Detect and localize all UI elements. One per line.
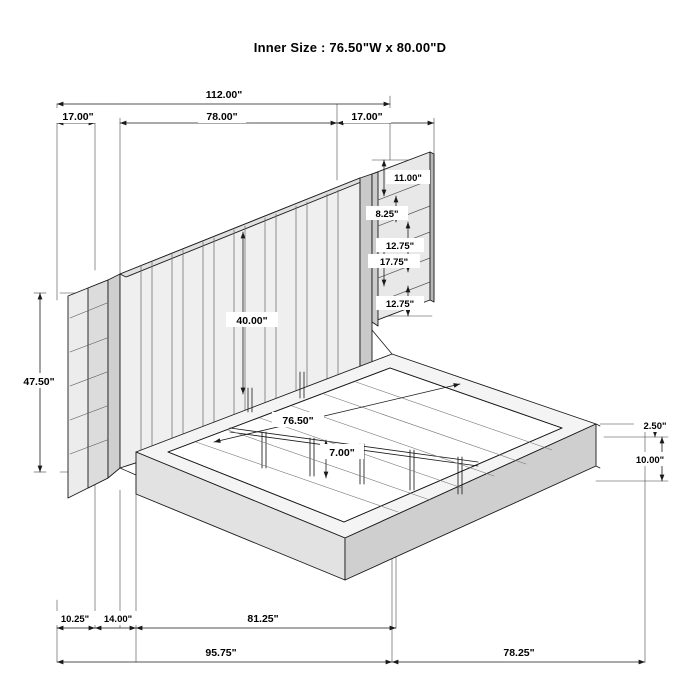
dim-shelf-top-height: 11.00" [394, 173, 422, 184]
dim-rail-thickness: 2.50" [643, 421, 667, 432]
dim-headboard-height: 40.00" [236, 315, 268, 327]
dim-foot-left-offset: 10.25" [60, 614, 90, 625]
dim-right-panel-width: 17.00" [351, 111, 383, 123]
dim-left-panel-width: 17.00" [62, 111, 94, 123]
dim-shelf-gap: 8.25" [375, 209, 399, 220]
dim-shelf-mid-height: 12.75" [385, 241, 415, 252]
page-title: Inner Size : 76.50"W x 80.00"D [253, 40, 447, 55]
dim-bed-depth-outer: 95.75" [205, 647, 237, 659]
dim-overall-height: 47.50" [23, 376, 55, 388]
dim-slat-clearance: 7.00" [329, 447, 355, 459]
dim-bed-depth-inner: 81.25" [247, 613, 279, 625]
dim-bed-width-right: 78.25" [503, 647, 535, 659]
dim-overall-width: 112.00" [205, 89, 243, 101]
dim-inner-width: 76.50" [282, 415, 314, 427]
dim-headboard-width: 78.00" [206, 111, 238, 123]
dim-shelf-low-height: 12.75" [385, 299, 415, 310]
dim-rail-height: 10.00" [635, 455, 665, 466]
dim-side-panel-depth: 14.00" [103, 614, 133, 625]
dim-shelf-span: 17.75" [379, 257, 409, 268]
